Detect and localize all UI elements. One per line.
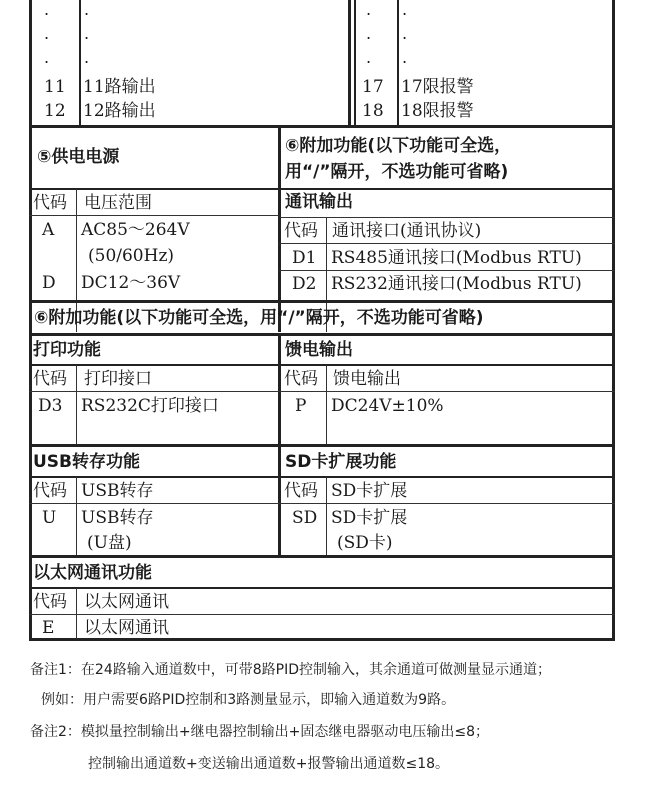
addon-section-title-line2: 用“/”隔开，不选功能可省略)	[285, 162, 509, 182]
power-code: A	[42, 220, 55, 240]
ellipsis-dot: .	[402, 24, 408, 43]
ellipsis-dot: .	[402, 48, 408, 67]
divider	[348, 0, 351, 127]
col-header-eth: 以太网通讯	[84, 592, 169, 612]
usb-title: USB转存功能	[33, 452, 141, 472]
power-range-freq: (50/60Hz)	[88, 246, 175, 266]
col-header-sd: SD卡扩展	[331, 481, 408, 501]
comm-code: D2	[292, 274, 317, 294]
comm-desc: RS485通讯接口(Modbus RTU)	[331, 248, 582, 268]
col-header-print: 打印接口	[84, 369, 152, 389]
power-section-title: ⑤供电电源	[37, 147, 120, 167]
divider	[29, 476, 615, 478]
col-header-code: 代码	[33, 592, 67, 612]
divider	[29, 391, 615, 392]
usb-desc: USB转存	[81, 508, 154, 528]
power-range: DC12～36V	[81, 273, 181, 293]
divider	[397, 0, 399, 127]
divider	[279, 243, 615, 244]
ellipsis-dot: .	[366, 0, 372, 19]
power-range: AC85～264V	[81, 220, 190, 240]
output-code: 11	[44, 77, 66, 97]
col-header-usb: USB转存	[81, 481, 154, 501]
alarm-desc: 18限报警	[401, 101, 474, 121]
note-2: 备注2：模拟量控制输出+继电器控制输出+固态继电器驱动电压输出≤8；	[30, 724, 490, 740]
usb-code: U	[42, 508, 57, 528]
col-header-protocol: 通讯接口(通讯协议)	[332, 221, 482, 241]
col-header-code: 代码	[33, 481, 67, 501]
divider	[29, 333, 615, 336]
ellipsis-dot: .	[44, 0, 50, 19]
print-title: 打印功能	[33, 340, 101, 360]
divider	[29, 503, 615, 504]
col-header-code: 代码	[33, 193, 67, 213]
divider	[29, 125, 615, 128]
divider	[29, 188, 615, 190]
sd-desc-note: (SD卡)	[337, 533, 393, 553]
comm-title: 通讯输出	[285, 192, 353, 212]
print-desc: RS232C打印接口	[81, 396, 219, 416]
ellipsis-dot: .	[402, 0, 408, 19]
divider	[326, 365, 327, 444]
ellipsis-dot: .	[44, 24, 50, 43]
feed-desc: DC24V±10%	[331, 396, 444, 416]
ellipsis-dot: .	[366, 24, 372, 43]
col-header-code: 代码	[284, 481, 318, 501]
addon-full-title: ⑥附加功能(以下功能可全选，用“/”隔开，不选功能可省略)	[34, 308, 484, 328]
col-header-code: 代码	[33, 369, 67, 389]
comm-code: D1	[292, 248, 317, 268]
addon-section-title: ⑥附加功能(以下功能可全选，	[285, 136, 512, 156]
comm-desc: RS232通讯接口(Modbus RTU)	[331, 274, 582, 294]
output-desc: 12路输出	[83, 101, 156, 121]
eth-title: 以太网通讯功能	[33, 563, 152, 583]
ellipsis-dot: .	[84, 24, 90, 43]
col-header-code: 代码	[284, 221, 318, 241]
note-1: 备注1：在24路输入通道数中，可带8路PID控制输入，其余通道可做测量显示通道；	[30, 662, 551, 678]
ellipsis-dot: .	[366, 48, 372, 67]
divider	[79, 0, 81, 127]
divider	[278, 334, 281, 444]
note-1-example: 例如：用户需要6路PID控制和3路测量显示，即输入通道数为9路。	[41, 692, 456, 708]
feed-code: P	[295, 396, 307, 416]
divider	[76, 365, 77, 444]
alarm-desc: 17限报警	[401, 77, 474, 97]
ellipsis-dot: .	[84, 48, 90, 67]
power-code: D	[42, 273, 56, 293]
output-code: 12	[44, 101, 66, 121]
sd-desc: SD卡扩展	[331, 508, 408, 528]
sd-code: SD	[292, 508, 318, 528]
divider	[29, 614, 615, 615]
ellipsis-dot: .	[84, 0, 90, 19]
print-code: D3	[38, 396, 63, 416]
col-header-feed: 馈电输出	[333, 369, 401, 389]
eth-desc: 以太网通讯	[84, 618, 169, 638]
alarm-code: 18	[362, 101, 384, 121]
divider	[278, 445, 281, 555]
divider	[29, 555, 615, 558]
eth-code: E	[42, 618, 55, 638]
col-header-range: 电压范围	[84, 193, 152, 213]
divider	[29, 444, 615, 447]
divider	[326, 477, 327, 555]
output-desc: 11路输出	[83, 77, 156, 97]
usb-desc-note: (U盘)	[87, 533, 132, 553]
feed-title: 馈电输出	[285, 340, 353, 360]
divider	[29, 215, 279, 216]
note-2-continued: 控制输出通道数+变送输出通道数+报警输出通道数≤18。	[88, 756, 450, 772]
divider	[76, 477, 77, 555]
alarm-code: 17	[362, 77, 384, 97]
divider	[279, 217, 615, 218]
divider	[354, 0, 356, 127]
divider	[29, 587, 615, 589]
ellipsis-dot: .	[44, 48, 50, 67]
divider	[29, 300, 615, 303]
sd-title: SD卡扩展功能	[285, 452, 397, 472]
divider	[29, 364, 615, 366]
col-header-code: 代码	[284, 369, 318, 389]
divider	[279, 270, 615, 271]
